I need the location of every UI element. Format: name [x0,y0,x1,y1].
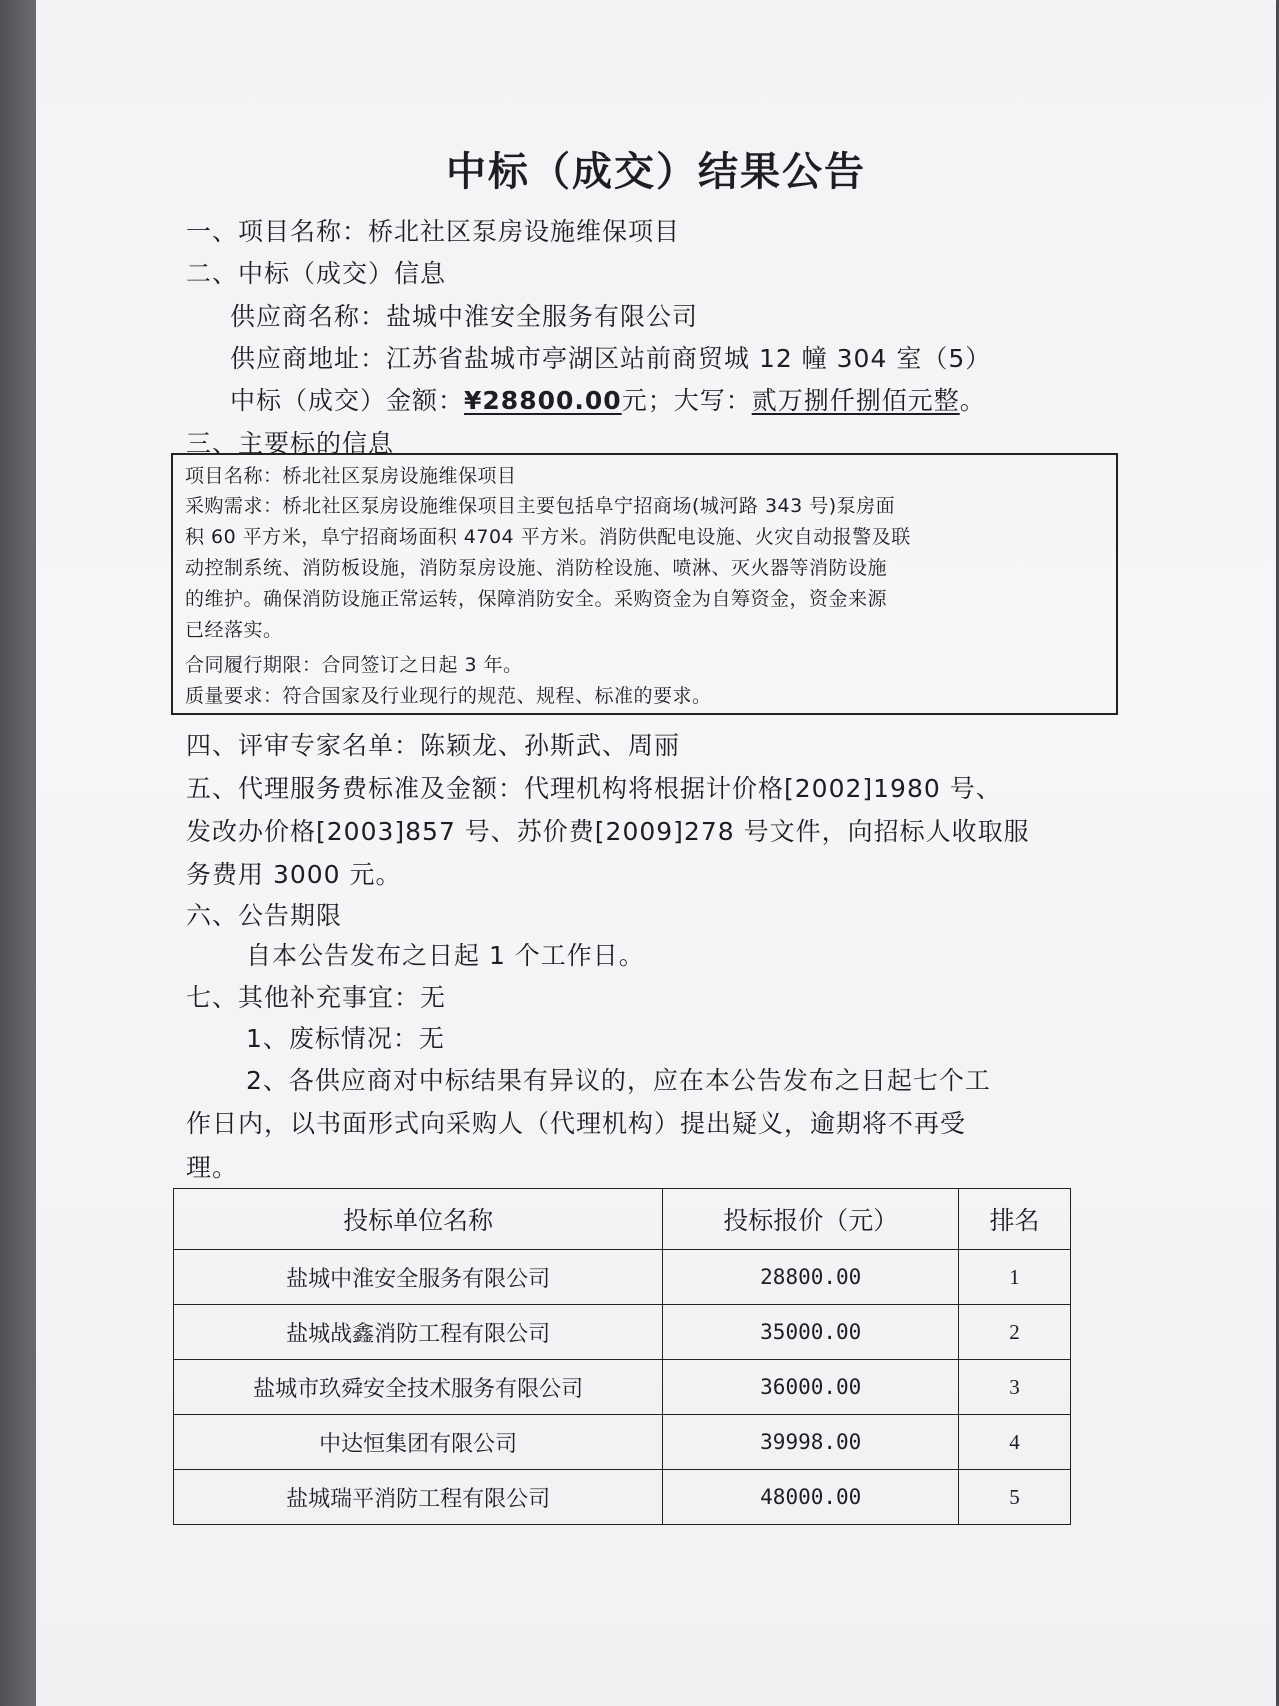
amount-label: 中标（成交）金额： [230,386,465,415]
box-line: 已经落实。 [185,619,283,641]
bid-rank: 4 [959,1415,1071,1470]
section-1-project-name: 一、项目名称：桥北社区泵房设施维保项目 [186,217,681,246]
amount-in-words: 贰万捌仟捌佰元整 [751,386,960,415]
amount-mid: 元；大写： [621,386,752,415]
bid-rank: 1 [959,1250,1071,1305]
bidder-name: 盐城中淮安全服务有限公司 [174,1250,663,1305]
section-7-item-2-line-3: 理。 [186,1153,239,1182]
header-bid-price: 投标报价（元） [663,1189,959,1250]
section-3-heading: 三、主要标的信息 [186,429,395,458]
box-line: 积 60 平方米，阜宁招商场面积 4704 平方米。消防供配电设施、火灾自动报警及联 [185,526,911,548]
bid-price: 35000.00 [663,1305,959,1360]
bid-price: 36000.00 [663,1360,959,1415]
bidder-name: 盐城市玖舜安全技术服务有限公司 [174,1360,663,1415]
box-line: 的维护。确保消防设施正常运转，保障消防安全。采购资金为自筹资金，资金来源 [185,588,888,610]
box-line: 合同履行期限：合同签订之日起 3 年。 [185,654,523,676]
bid-rank: 2 [959,1305,1071,1360]
bid-rank: 3 [959,1360,1071,1415]
supplier-name: 供应商名称：盐城中淮安全服务有限公司 [230,302,699,331]
table-row [174,1360,1071,1415]
bidder-name: 盐城瑞平消防工程有限公司 [174,1470,663,1525]
box-line: 质量要求：符合国家及行业现行的规范、规程、标准的要求。 [185,685,712,707]
header-bidder-name: 投标单位名称 [174,1189,663,1250]
section-2-heading: 二、中标（成交）信息 [186,259,447,288]
section-5-line-2: 发改办价格[2003]857 号、苏价费[2009]278 号文件，向招标人收取服 [186,817,1030,846]
bid-price: 48000.00 [663,1470,959,1525]
amount-end: 。 [959,386,986,415]
box-line: 动控制系统、消防板设施，消防泵房设施、消防栓设施、喷淋、灭火器等消防设施 [185,557,888,579]
table-row [174,1415,1071,1470]
table-row [174,1250,1071,1305]
section-7-item-2-line-1: 2、各供应商对中标结果有异议的，应在本公告发布之日起七个工 [246,1066,991,1095]
section-5-line-1: 五、代理服务费标准及金额：代理机构将根据计价格[2002]1980 号、 [186,774,1002,803]
section-6-heading: 六、公告期限 [186,901,343,930]
bid-rank: 5 [959,1470,1071,1525]
bid-price: 28800.00 [663,1250,959,1305]
header-rank: 排名 [959,1189,1071,1250]
section-6-text: 自本公告发布之日起 1 个工作日。 [246,941,645,970]
section-4-experts: 四、评审专家名单：陈颖龙、孙斯武、周丽 [186,731,681,760]
section-5-line-3: 务费用 3000 元。 [186,860,402,889]
box-line: 项目名称：桥北社区泵房设施维保项目 [185,465,517,487]
section-7-item-1: 1、废标情况：无 [246,1024,445,1053]
subject-info-box [171,453,1118,715]
bidder-name: 中达恒集团有限公司 [174,1415,663,1470]
page-title: 中标（成交）结果公告 [446,149,866,195]
bid-price: 39998.00 [663,1415,959,1470]
table-row [174,1305,1071,1360]
table-header-row [174,1189,1071,1250]
amount-value: ¥28800.00 [464,386,622,415]
section-7-item-2-line-2: 作日内，以书面形式向采购人（代理机构）提出疑义，逾期将不再受 [186,1109,967,1138]
section-7-heading: 七、其他补充事宜：无 [186,983,447,1012]
bid-results-table [173,1188,1071,1525]
bidder-name: 盐城战鑫消防工程有限公司 [174,1305,663,1360]
award-amount-line [230,381,986,417]
table-row [174,1470,1071,1525]
supplier-address: 供应商地址：江苏省盐城市亭湖区站前商贸城 12 幢 304 室（5） [230,344,992,373]
document-page [36,0,1276,1706]
box-line: 采购需求：桥北社区泵房设施维保项目主要包括阜宁招商场(城河路 343 号)泵房面 [185,495,896,517]
